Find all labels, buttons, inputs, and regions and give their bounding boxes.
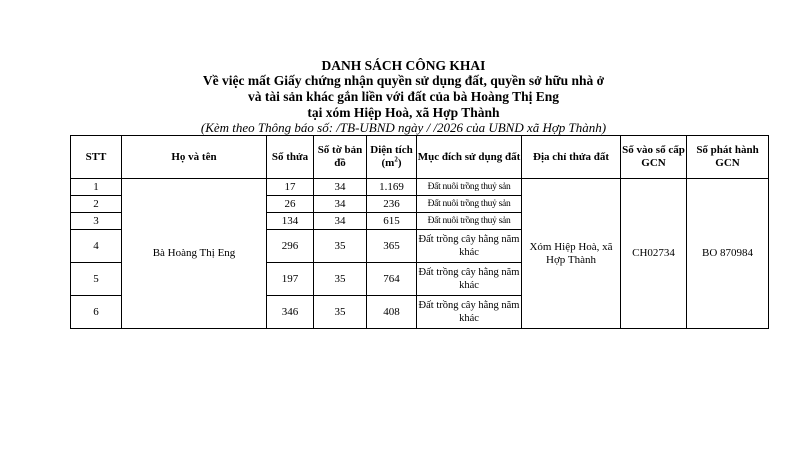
cell-area: 764 [367, 263, 417, 296]
document-title-line-3: và tài sản khác gắn liền với đất của bà Hoàng Thị Eng [247, 89, 560, 104]
land-table [70, 135, 769, 329]
cell-parcel: 197 [267, 263, 314, 296]
cell-sheet: 35 [314, 296, 367, 329]
cell-sheet: 35 [314, 230, 367, 263]
cell-parcel: 17 [267, 179, 314, 196]
header-address: Địa chỉ thửa đất [522, 136, 621, 179]
cell-cert-issue: BO 870984 [687, 179, 769, 329]
document-title: DANH SÁCH CÔNG KHAI [321, 58, 486, 73]
cell-purpose: Đất nuôi trồng thuỷ sản [417, 196, 522, 213]
cell-area: 615 [367, 213, 417, 230]
header-map-sheet: Số tờ bản đồ [314, 136, 367, 179]
cell-stt: 4 [71, 230, 122, 263]
cell-stt: 3 [71, 213, 122, 230]
cell-purpose: Đất trồng cây hằng năm khác [417, 230, 522, 263]
cell-sheet: 34 [314, 196, 367, 213]
cell-parcel: 26 [267, 196, 314, 213]
header-parcel-no: Số thửa [267, 136, 314, 179]
cell-owner-name: Bà Hoàng Thị Eng [122, 179, 267, 329]
cell-area: 1.169 [367, 179, 417, 196]
document-title-line-4: tại xóm Hiệp Hoà, xã Hợp Thành [307, 105, 500, 120]
cell-stt: 1 [71, 179, 122, 196]
header-area [367, 136, 417, 179]
document-title-line-2: Về việc mất Giấy chứng nhận quyền sử dụng đất, quyền sở hữu nhà ở [202, 73, 605, 88]
header-purpose: Mục đích sử dụng đất [417, 136, 522, 179]
cell-area: 365 [367, 230, 417, 263]
header-stt: STT [71, 136, 122, 179]
cell-parcel: 296 [267, 230, 314, 263]
header-area-label: Diện tích [370, 144, 413, 156]
cell-stt: 6 [71, 296, 122, 329]
cell-area: 236 [367, 196, 417, 213]
cell-parcel: 346 [267, 296, 314, 329]
cell-sheet: 34 [314, 179, 367, 196]
cell-stt: 5 [71, 263, 122, 296]
cell-purpose: Đất nuôi trồng thuỷ sản [417, 179, 522, 196]
cell-purpose: Đất nuôi trồng thuỷ sản [417, 213, 522, 230]
cell-cert-entry: CH02734 [621, 179, 687, 329]
cell-stt: 2 [71, 196, 122, 213]
header-cert-issue: Số phát hành GCN [687, 136, 769, 179]
cell-parcel: 134 [267, 213, 314, 230]
header-cert-entry: Số vào sổ cấp GCN [621, 136, 687, 179]
header-area-unit: (m [381, 157, 395, 169]
header-area-unit-sup: 2 [394, 155, 398, 164]
table-row [71, 179, 769, 196]
header-area-unit-end: ) [397, 157, 402, 169]
cell-sheet: 35 [314, 263, 367, 296]
header-name: Họ và tên [122, 136, 267, 179]
cell-sheet: 34 [314, 213, 367, 230]
cell-purpose: Đất trồng cây hằng năm khác [417, 263, 522, 296]
document-subtitle: (Kèm theo Thông báo số: /TB-UBND ngày / /2026 của UBND xã Hợp Thành) [200, 120, 607, 135]
header-row [71, 136, 769, 179]
cell-area: 408 [367, 296, 417, 329]
cell-purpose: Đất trồng cây hằng năm khác [417, 296, 522, 329]
cell-address: Xóm Hiệp Hoà, xã Hợp Thành [522, 179, 621, 329]
